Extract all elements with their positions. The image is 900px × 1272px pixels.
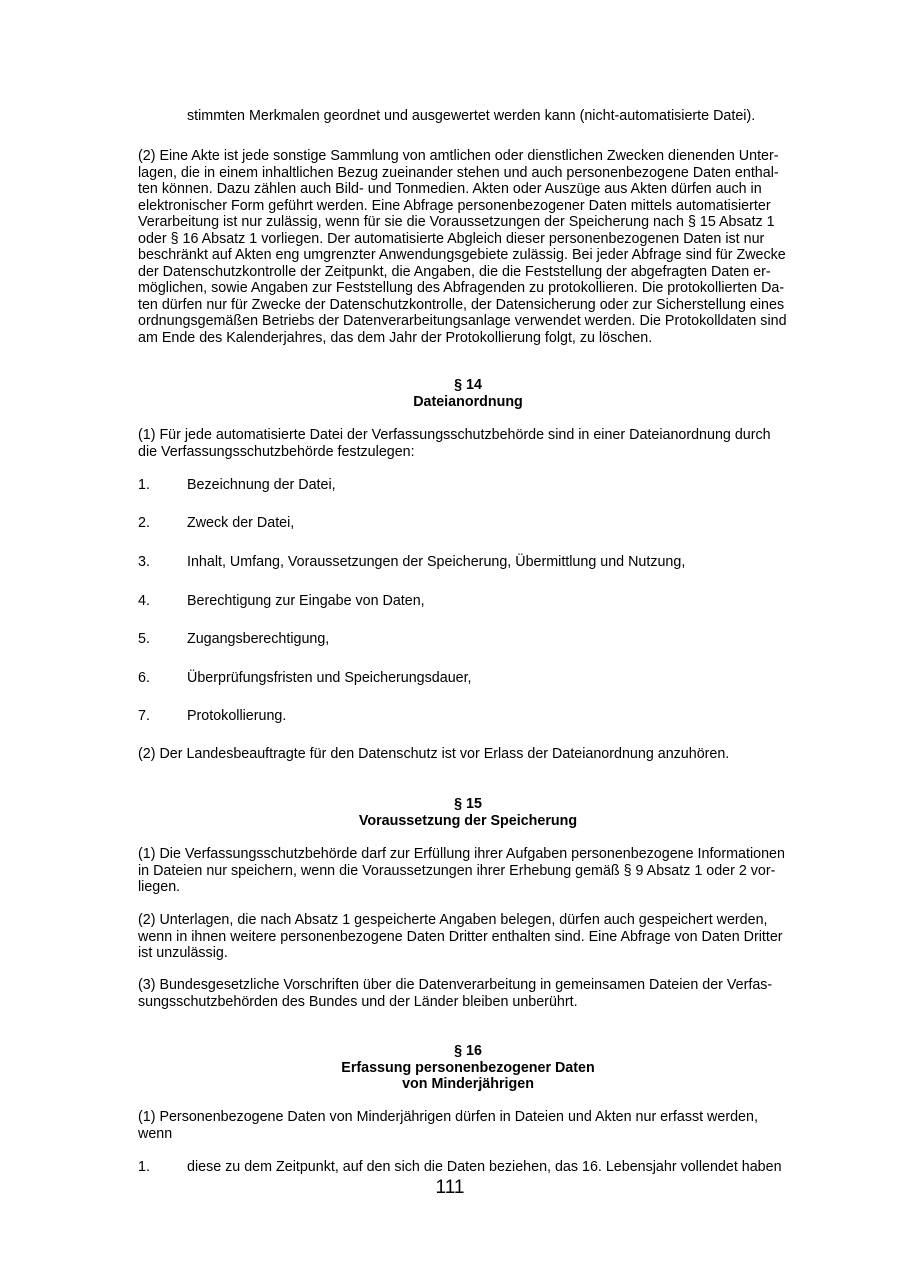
text-line: wenn in ihnen weitere personenbezogene Daten Dritter enthalten sind. Eine Abfrage von Daten Dritter bbox=[138, 928, 783, 945]
section-16-heading bbox=[138, 1043, 798, 1093]
section-number: § 14 bbox=[454, 377, 482, 393]
text-line: lagen, die in einem inhaltlichen Bezug zueinander stehen und auch personenbezogene Daten enthal- bbox=[138, 164, 779, 181]
list-item-number: 5. bbox=[138, 631, 150, 647]
list-item-text: Berechtigung zur Eingabe von Daten, bbox=[187, 593, 425, 609]
list-item-number: 6. bbox=[138, 670, 150, 686]
list-item-number: 1. bbox=[138, 477, 150, 493]
list-item-text: Bezeichnung der Datei, bbox=[187, 477, 336, 493]
list-item-text: Zugangsberechtigung, bbox=[187, 631, 330, 647]
text-line: beschränkt auf Akten eng umgrenzter Anwendungsgebiete zulässig. Bei jeder Abfrage sind für Zwecke bbox=[138, 247, 786, 263]
list-item-text: Protokollierung. bbox=[187, 708, 287, 724]
list-item-text: diese zu dem Zeitpunkt, auf den sich die Daten beziehen, das 16. Lebensjahr vollendet haben bbox=[187, 1159, 782, 1175]
s16-paragraph-1 bbox=[138, 1109, 798, 1142]
section-15-heading bbox=[138, 796, 798, 829]
text-line: (2) Unterlagen, die nach Absatz 1 gespeicherte Angaben belegen, dürfen auch gespeichert werden, bbox=[138, 912, 768, 928]
section-14-heading bbox=[138, 377, 798, 410]
list-item-text: Zweck der Datei, bbox=[187, 515, 295, 531]
s13-paragraph-2 bbox=[138, 148, 798, 346]
list-item-text: Überprüfungsfristen und Speicherungsdauer, bbox=[187, 670, 472, 686]
section-number: § 15 bbox=[454, 796, 482, 812]
text-line: ten dürfen nur für Zwecke der Datenschutzkontrolle, der Datensicherung oder zur Sicherstellung eines bbox=[138, 296, 785, 313]
section-number: § 16 bbox=[454, 1043, 482, 1059]
text-line: ten können. Dazu zählen auch Bild- und Tonmedien. Akten oder Auszüge aus Akten dürfen auch in bbox=[138, 181, 762, 197]
continuation-line: stimmten Merkmalen geordnet und ausgewertet werden kann (nicht-automatisierte Datei). bbox=[187, 108, 756, 124]
text-line: (1) Die Verfassungsschutzbehörde darf zur Erfüllung ihrer Aufgaben personenbezogene Informationen bbox=[138, 846, 785, 862]
text-line: (1) Personenbezogene Daten von Minderjährigen dürfen in Dateien und Akten nur erfasst werden, bbox=[138, 1109, 758, 1125]
text-line: (2) Eine Akte ist jede sonstige Sammlung von amtlichen oder dienstlichen Zwecken dienenden Unter- bbox=[138, 148, 779, 164]
s15-paragraph-1 bbox=[138, 846, 798, 896]
text-line: ordnungsgemäßen Betriebs der Datenverarbeitungsanlage verwendet werden. Die Protokolldaten sind bbox=[138, 313, 787, 329]
s15-paragraph-2 bbox=[138, 912, 798, 962]
text-line: (3) Bundesgesetzliche Vorschriften über die Datenverarbeitung in gemeinsamen Dateien der Verfas- bbox=[138, 977, 773, 993]
list-item-number: 3. bbox=[138, 554, 150, 570]
s14-paragraph-1 bbox=[138, 427, 798, 460]
text-line: Verarbeitung ist nur zulässig, wenn für sie die Voraussetzungen der Speicherung nach § 15 Absatz 1 bbox=[138, 214, 775, 230]
s14-paragraph-2 bbox=[138, 746, 798, 763]
section-title: Dateianordnung bbox=[413, 393, 523, 410]
text-line: (1) Für jede automatisierte Datei der Verfassungsschutzbehörde sind in einer Dateianordnung durch bbox=[138, 427, 771, 443]
list-item-number: 2. bbox=[138, 515, 150, 531]
section-title: Voraussetzung der Speicherung bbox=[358, 812, 578, 829]
s15-paragraph-3 bbox=[138, 977, 798, 1010]
text-line: die Verfassungsschutzbehörde festzulegen: bbox=[138, 443, 415, 460]
text-line: (2) Der Landesbeauftragte für den Datenschutz ist vor Erlass der Dateianordnung anzuhören. bbox=[138, 746, 730, 762]
text-line: wenn bbox=[138, 1125, 173, 1142]
list-item-number: 1. bbox=[138, 1159, 150, 1175]
text-line: elektronischer Form geführt werden. Eine Abfrage personenbezogener Daten mittels automatisierter bbox=[138, 197, 771, 214]
list-item-text: Inhalt, Umfang, Voraussetzungen der Speicherung, Übermittlung und Nutzung, bbox=[187, 554, 686, 570]
page-number: 111 bbox=[435, 1177, 465, 1198]
section-title-line-2: von Minderjährigen bbox=[402, 1076, 534, 1092]
text-line: möglichen, sowie Angaben zur Feststellung des Abfragenden zu protokollieren. Die protokollierten Da- bbox=[138, 280, 785, 296]
text-line: am Ende des Kalenderjahres, das dem Jahr der Protokollierung folgt, zu löschen. bbox=[138, 329, 653, 346]
text-line: in Dateien nur speichern, wenn die Voraussetzungen ihrer Erhebung gemäß § 9 Absatz 1 oder 2 vor- bbox=[138, 862, 776, 879]
section-title: Erfassung personenbezogener Daten bbox=[341, 1059, 595, 1076]
text-line: liegen. bbox=[138, 879, 181, 895]
text-line: sungsschutzbehörden des Bundes und der Länder bleiben unberührt. bbox=[138, 993, 578, 1010]
text-line: oder § 16 Absatz 1 vorliegen. Der automatisierte Abgleich dieser personenbezogenen Daten ist nur bbox=[138, 230, 765, 247]
list-item-number: 7. bbox=[138, 708, 150, 724]
list-item-number: 4. bbox=[138, 593, 150, 609]
text-line: ist unzulässig. bbox=[138, 945, 228, 961]
text-line: der Datenschutzkontrolle der Zeitpunkt, die Angaben, die die Feststellung der abgefragten Daten er- bbox=[138, 263, 771, 280]
